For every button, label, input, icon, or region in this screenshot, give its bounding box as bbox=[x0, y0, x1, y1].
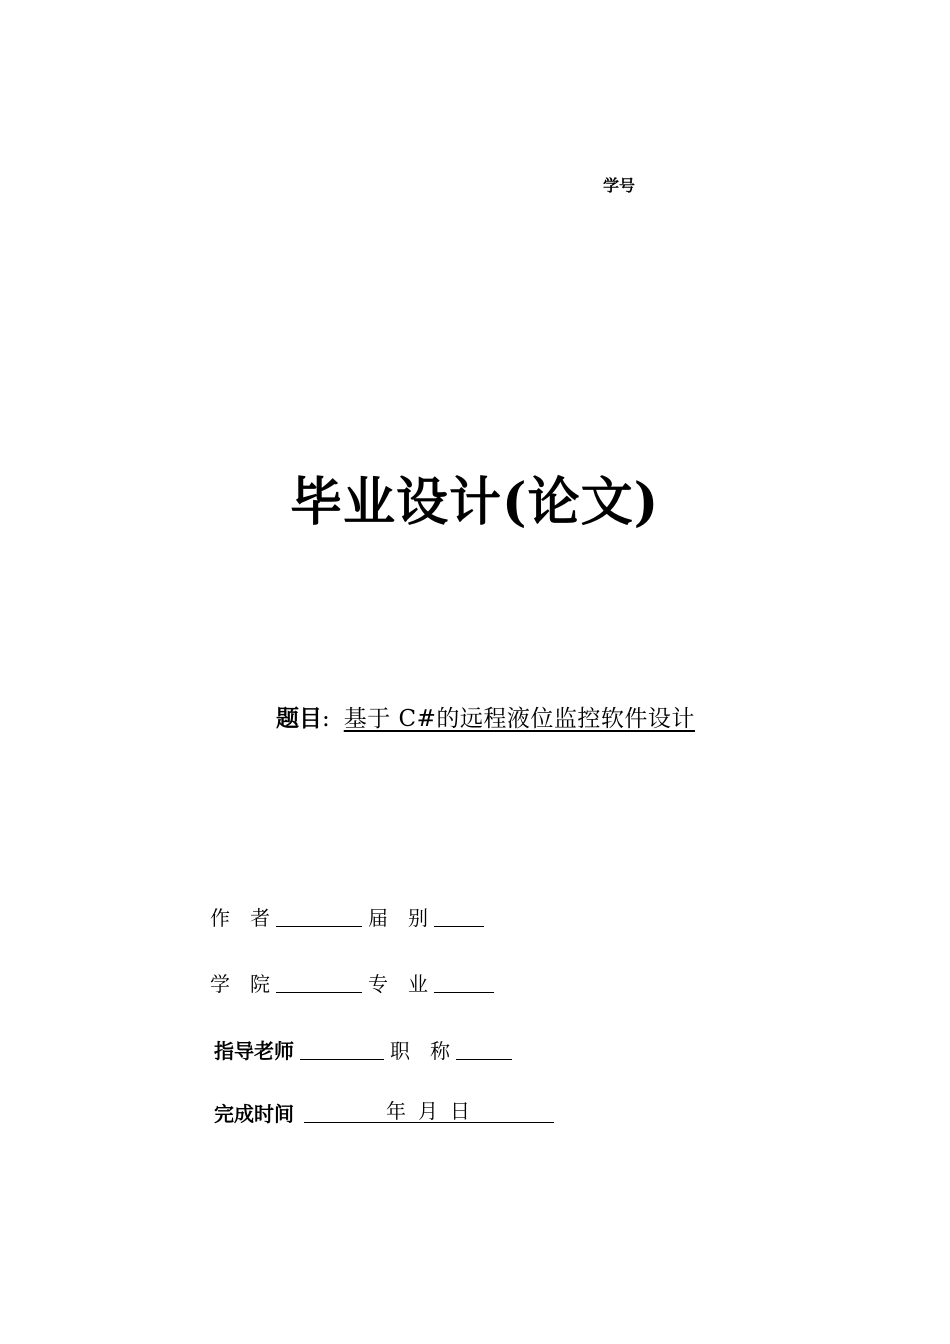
college-blank[interactable] bbox=[276, 974, 362, 993]
college-label: 学 院 bbox=[210, 972, 270, 996]
topic-row bbox=[276, 700, 713, 733]
topic-label: 题目 bbox=[276, 706, 322, 732]
completion-date-blank[interactable] bbox=[304, 1098, 554, 1123]
student-number-label: 学号 bbox=[603, 176, 636, 195]
position-title-label: 职 称 bbox=[390, 1039, 450, 1063]
position-title-blank[interactable] bbox=[456, 1041, 512, 1060]
author-blank[interactable] bbox=[276, 908, 362, 927]
completion-row bbox=[214, 1098, 560, 1127]
completion-label: 完成时间 bbox=[214, 1102, 294, 1126]
month-label: 月 bbox=[418, 1099, 438, 1123]
college-major-row bbox=[210, 968, 500, 997]
author-label: 作 者 bbox=[210, 906, 270, 930]
author-session-row bbox=[210, 902, 490, 931]
topic-value: 基于 C#的远程液位监控软件设计 bbox=[343, 706, 695, 732]
topic-colon: : bbox=[322, 706, 330, 732]
advisor-title-row bbox=[214, 1035, 518, 1064]
session-label: 届 别 bbox=[368, 906, 428, 930]
advisor-label: 指导老师 bbox=[214, 1039, 294, 1063]
year-label: 年 bbox=[386, 1099, 406, 1123]
day-label: 日 bbox=[450, 1099, 470, 1123]
advisor-blank[interactable] bbox=[300, 1041, 384, 1060]
session-blank[interactable] bbox=[434, 908, 484, 927]
page-title: 毕业设计(论文) bbox=[290, 472, 660, 533]
major-blank[interactable] bbox=[434, 974, 494, 993]
major-label: 专 业 bbox=[368, 972, 428, 996]
